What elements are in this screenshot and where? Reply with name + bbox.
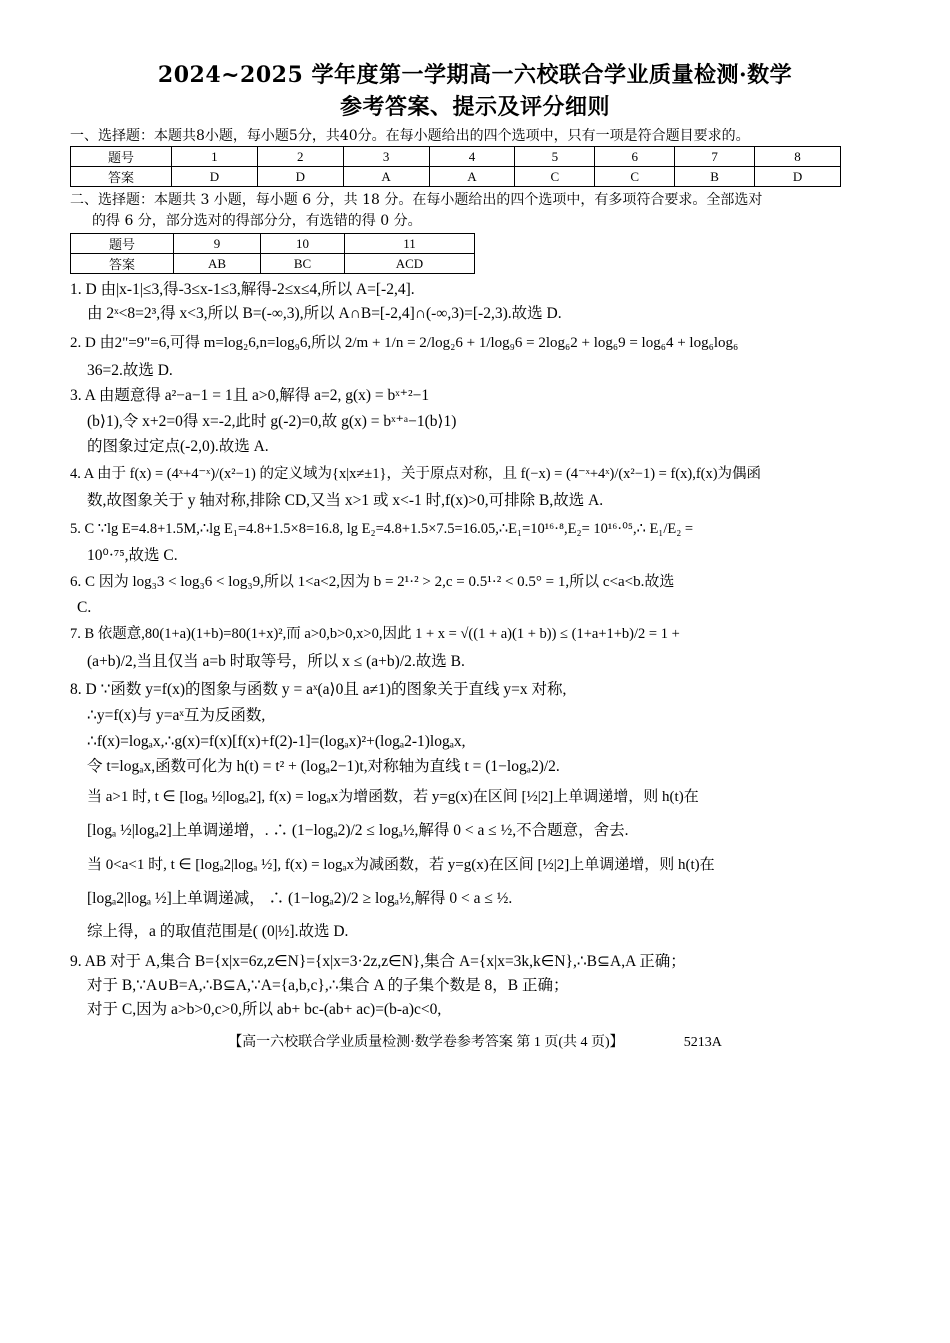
footer-code: 5213A [683, 1035, 722, 1050]
page-footer [0, 1031, 950, 1051]
table-row [71, 234, 475, 254]
solution-line: 令 t=logₐx,函数可化为 h(t) = t² + (logₐ2−1)t,对称轴为直线 t = (1−logₐ2)/2. [87, 758, 560, 775]
solution-line: ∴f(x)=logₐx,∴g(x)=f(x)[f(x)+f(2)-1]=(logₐx)²+(logₐ2-1)logₐx, [87, 733, 466, 750]
table-cell: 6 [595, 147, 675, 167]
solution-line: 当 a>1 时, t ∈ [logₐ ½|logₐ2], f(x) = logₐx为增函数，若 y=g(x)在区间 [½|2]上单调递增，则 h(t)在 [87, 789, 699, 805]
section1-answer-table [70, 146, 841, 187]
table-cell: D [257, 167, 343, 187]
section2-description-cont: 的得 6 分，部分选对的得部分分，有选错的得 0 分。 [92, 213, 422, 229]
table-cell: ACD [344, 254, 474, 274]
solution-line: 9. AB 对于 A,集合 B={x|x=6z,z∈N}={x|x=3·2z,z∈N},集合 A={x|x=3k,k∈N},∴B⊆A,A 正确； [70, 953, 686, 970]
solution-line: 2. D 由2"=9"=6,可得 m=log₂6,n=log₉6,所以 2/m + 1/n = 2/log₂6 + 1/log₉6 = 2log₆2 + log₆9 = log₆4 + log₆log₆ [70, 335, 739, 351]
table-cell: C [595, 167, 675, 187]
table-row [71, 254, 475, 274]
solution-line: [logₐ2|logₐ ½]上单调递减， ∴ (1−logₐ2)/2 ≥ logₐ½,解得 0 < a ≤ ½. [87, 890, 513, 907]
solution-line: ∴y=f(x)与 y=aˣ互为反函数, [87, 707, 266, 724]
table-cell: 9 [174, 234, 261, 254]
solution-line: 对于 C,因为 a>b>0,c>0,所以 ab+ bc-(ab+ ac)=(b-a)c<0, [87, 1001, 442, 1018]
solution-line: (b⟩1),令 x+2=0得 x=-2,此时 g(-2)=0,故 g(x) = bˣ⁺ᵃ−1(b⟩1) [87, 413, 457, 430]
solution-line: 对于 B,∵A∪B=A,∴B⊆A,∵A={a,b,c},∴集合 A 的子集个数是 8，B 正确； [87, 977, 569, 994]
table-row [71, 167, 841, 187]
solution-line: 6. C 因为 log₃3 < log₃6 < log₃9,所以 1<a<2,因为 b = 2¹·² > 2,c = 0.5¹·² < 0.5° = 1,所以 c<a<b.故选 [70, 574, 675, 590]
table-cell: 11 [344, 234, 474, 254]
table-cell: 8 [755, 147, 841, 167]
solution-line: 5. C ∵lg E=4.8+1.5M,∴lg E₁=4.8+1.5×8=16.8, lg E₂=4.8+1.5×7.5=16.05,∴E₁=10¹⁶·⁸,E₂= 10¹⁶·⁰⁵,∴ E₁/E₂ = [70, 521, 694, 537]
table-cell: B [675, 167, 755, 187]
table-cell: 7 [675, 147, 755, 167]
solution-line: 4. A 由于 f(x) = (4ˣ+4⁻ˣ)/(x²−1) 的定义域为{x|x≠±1}，关于原点对称，且 f(−x) = (4⁻ˣ+4ˣ)/(x²−1) = f(x),f(x)为偶函 [70, 466, 762, 482]
row-label-answer: 答案 [71, 254, 174, 274]
table-cell: 10 [261, 234, 345, 254]
solution-line: 综上得，a 的取值范围是( (0|½].故选 D. [87, 923, 349, 940]
solution-line: (a+b)/2,当且仅当 a=b 时取等号，所以 x ≤ (a+b)/2.故选 B. [87, 653, 465, 670]
table-cell: 3 [343, 147, 429, 167]
table-cell: BC [261, 254, 345, 274]
table-cell: 2 [257, 147, 343, 167]
row-label-number: 题号 [71, 147, 172, 167]
footer-text: 【高一六校联合学业质量检测·数学卷参考答案 第 1 页(共 4 页)】 [228, 1035, 624, 1050]
table-cell: 5 [515, 147, 595, 167]
table-cell: C [515, 167, 595, 187]
section1-description: 一、选择题：本题共8小题，每小题5分，共40分。在每小题给出的四个选项中，只有一项是符合题目要求的。 [70, 128, 750, 144]
table-cell: AB [174, 254, 261, 274]
page-subtitle: 参考答案、提示及评分细则 [339, 94, 610, 120]
solution-line: 1. D 由|x-1|≤3,得-3≤x-1≤3,解得-2≤x≤4,所以 A=[-2,4]. [70, 281, 415, 298]
table-cell: A [429, 167, 515, 187]
solution-line: 8. D ∵函数 y=f(x)的图象与函数 y = aˣ(a⟩0且 a≠1)的图象关于直线 y=x 对称, [70, 681, 567, 698]
solution-line: 7. B 依题意,80(1+a)(1+b)=80(1+x)²,而 a>0,b>0,x>0,因此 1 + x = √((1 + a)(1 + b)) ≤ (1+a+1+b)/2 = 1 + [70, 626, 680, 642]
solution-line: 的图象过定点(-2,0).故选 A. [87, 438, 269, 455]
section2-answer-table [70, 233, 475, 274]
table-row [71, 147, 841, 167]
solution-line: 10⁰·⁷⁵,故选 C. [87, 547, 178, 564]
section2-description: 二、选择题：本题共 3 小题，每小题 6 分，共 18 分。在每小题给出的四个选项中，有多项符合要求。全部选对 [70, 192, 763, 208]
solution-line: C. [77, 599, 92, 616]
solution-line: 由 2ˣ<8=2³,得 x<3,所以 B=(-∞,3),所以 A∩B=[-2,4]∩(-∞,3)=[-2,3).故选 D. [87, 305, 562, 322]
table-cell: A [343, 167, 429, 187]
solution-line: 3. A 由题意得 a²−a−1 = 1且 a>0,解得 a=2, g(x) = bˣ⁺²−1 [70, 387, 430, 404]
solution-line: 当 0<a<1 时, t ∈ [logₐ2|logₐ ½], f(x) = logₐx为减函数，若 y=g(x)在区间 [½|2]上单调递增，则 h(t)在 [87, 857, 715, 873]
table-cell: D [172, 167, 258, 187]
page-title: 2024~2025 学年度第一学期高一六校联合学业质量检测·数学 [157, 62, 793, 88]
table-cell: 4 [429, 147, 515, 167]
solution-line: 数,故图象关于 y 轴对称,排除 CD,又当 x>1 或 x<-1 时,f(x)>0,可排除 B,故选 A. [87, 492, 604, 509]
table-cell: D [755, 167, 841, 187]
solution-line: 36=2.故选 D. [87, 362, 173, 379]
table-cell: 1 [172, 147, 258, 167]
row-label-number: 题号 [71, 234, 174, 254]
solution-line: [logₐ ½|logₐ2]上单调递增，. ∴ (1−logₐ2)/2 ≤ logₐ½,解得 0 < a ≤ ½,不合题意，舍去. [87, 822, 629, 839]
row-label-answer: 答案 [71, 167, 172, 187]
